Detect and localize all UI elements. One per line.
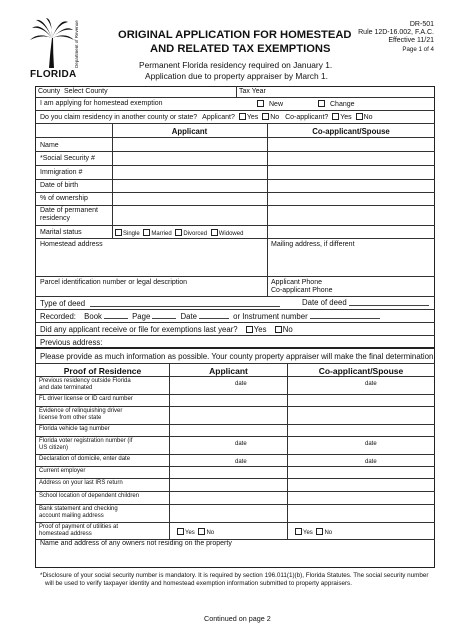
date-label: date: [365, 381, 377, 387]
proof-coapplicant-field-7[interactable]: [288, 479, 434, 491]
applicant-yes-label: Yes: [246, 114, 259, 121]
proof-label-6: [39, 468, 167, 475]
applicant-dob-field[interactable]: [113, 180, 266, 191]
coapplicant-ownership-field[interactable]: [268, 193, 434, 204]
disclosure-line2: will be used to verify taxpayer identity and homestead exemption information submitted to property appraisers.: [45, 580, 352, 587]
subtitle-deadline: Application due to property appraiser by March 1.: [145, 71, 328, 81]
utilities-no-label: No: [324, 530, 333, 536]
book-field[interactable]: [104, 312, 128, 319]
coapplicant-dob-field[interactable]: [268, 180, 434, 191]
proof-label-3: [39, 426, 167, 433]
proof-coapplicant-field-4[interactable]: [288, 437, 434, 454]
proof-applicant-field-8[interactable]: [170, 492, 286, 504]
applicant-phone-label: Applicant Phone: [271, 279, 322, 286]
change-option: [316, 100, 355, 109]
form-number: DR-501: [409, 21, 434, 28]
coapplicant-q-label: Co-applicant?: [285, 114, 329, 121]
proof-coapplicant-field-0[interactable]: [288, 377, 434, 394]
coapplicant-yes-label: Yes: [340, 114, 352, 121]
mailing-address-label: Mailing address, if different: [271, 241, 355, 248]
proof-coapplicant-field-2[interactable]: [288, 407, 434, 424]
continued-text: Continued on page 2: [204, 614, 271, 623]
parcel-label: Parcel identification number or legal description: [40, 279, 188, 286]
proof-coapplicant-field-1[interactable]: [288, 395, 434, 406]
logo-text: FLORIDA: [30, 69, 77, 80]
utilities-yes-label: Yes: [303, 530, 313, 536]
married-checkbox[interactable]: [143, 229, 150, 236]
proof-coapplicant-field-9[interactable]: [288, 505, 434, 522]
coapplicant-ssn-field[interactable]: [268, 152, 434, 164]
instrument-field[interactable]: [310, 312, 380, 319]
proof-label-10: [39, 524, 167, 538]
proof-label-line1: Address on your last IRS return: [39, 480, 123, 486]
coapplicant-immigration-field[interactable]: [268, 166, 434, 178]
date-perm-label-1: Date of permanent: [40, 207, 98, 214]
utilities-yes-label: Yes: [185, 530, 195, 536]
proof-label-line1: School location of dependent children: [39, 493, 140, 499]
married-label: Married: [151, 231, 172, 237]
applicant-yes-checkbox[interactable]: [239, 113, 246, 120]
change-checkbox[interactable]: [318, 100, 325, 107]
applicant-ownership-field[interactable]: [113, 193, 266, 204]
proof-coapplicant-field-10[interactable]: [288, 523, 434, 539]
coapplicant-no-checkbox[interactable]: [356, 113, 363, 120]
new-label: New: [269, 101, 284, 108]
homestead-address-label: Homestead address: [40, 241, 103, 248]
residency-question: Do you claim residency in another county or state?: [40, 114, 198, 121]
disclosure-line1: *Disclosure of your social security number is mandatory. It is required by section 196.011(1)(b), Florida Statutes. The social security number: [40, 572, 429, 579]
proof-label-line1: Declaration of domicile, enter date: [39, 456, 131, 462]
applicant-header: Applicant: [171, 127, 208, 136]
applicant-no-label: No: [270, 114, 280, 121]
divorced-checkbox[interactable]: [175, 229, 182, 236]
date-label: date: [235, 459, 247, 465]
proof-label-line2: account mailing address: [39, 513, 104, 519]
previous-address-label: Previous address:: [40, 338, 103, 347]
type-of-deed-field[interactable]: [90, 306, 280, 307]
proof-applicant-field-9[interactable]: [170, 505, 286, 522]
last-year-no-label: No: [282, 325, 293, 334]
marital-options: [113, 229, 243, 238]
recorded-date-label: Date: [180, 312, 197, 321]
proof-label-9: [39, 506, 167, 520]
date-label: date: [365, 441, 377, 447]
proof-label-line1: Evidence of relinquishing driver: [39, 408, 123, 414]
coapplicant-header: Co-applicant/Spouse: [312, 127, 390, 136]
proof-header: Proof of Residence: [63, 366, 142, 376]
proof-label-line2: US citizen): [39, 445, 69, 451]
proof-label-line2: and date terminated: [39, 385, 93, 391]
date-label: date: [365, 459, 377, 465]
proof-label-line2: license from other state: [39, 415, 102, 421]
proof-applicant-field-2[interactable]: [170, 407, 286, 424]
recorded-row: [40, 312, 380, 321]
utilities-no-label: No: [206, 530, 215, 536]
proof-applicant-field-6[interactable]: [170, 467, 286, 478]
type-of-deed-label: Type of deed: [40, 299, 86, 308]
proof-applicant-field-4[interactable]: [170, 437, 286, 454]
proof-label-line2: homestead address: [39, 531, 92, 537]
proof-coapplicant-field-5[interactable]: [288, 455, 434, 466]
proof-applicant-field-3[interactable]: [170, 425, 286, 436]
proof-label-line1: FL driver license or ID card number: [39, 396, 133, 402]
proof-label-4: [39, 438, 167, 452]
proof-applicant-field-5[interactable]: [170, 455, 286, 466]
proof-label-line1: Florida vehicle tag number: [39, 426, 110, 432]
applicant-no-checkbox[interactable]: [262, 113, 269, 120]
widowed-checkbox[interactable]: [211, 229, 218, 236]
mailing-address-field[interactable]: [268, 250, 434, 274]
widowed-label: Widowed: [218, 231, 244, 237]
previous-address-field[interactable]: [110, 337, 430, 347]
page-number: Page 1 of 4: [402, 46, 434, 53]
logo-side-text: Department of Revenue: [74, 20, 79, 68]
applicant-ssn-field[interactable]: [113, 152, 266, 164]
palm-tree-icon: [30, 18, 74, 68]
new-checkbox[interactable]: [257, 100, 264, 107]
coapplicant-phone-label: Co-applicant Phone: [271, 287, 333, 294]
coapplicant-no-label: No: [363, 114, 373, 121]
proof-label-line1: Previous residency outside Florida: [39, 378, 131, 384]
homestead-address-field[interactable]: [36, 250, 266, 274]
last-year-row: [40, 325, 293, 334]
date-label: date: [235, 441, 247, 447]
tax-year-field[interactable]: [276, 87, 434, 96]
book-label: Book: [84, 312, 102, 321]
ownership-label: % of ownership: [40, 195, 88, 202]
proof-applicant-field-0[interactable]: [170, 377, 286, 394]
single-label: Single: [123, 231, 140, 237]
coapplicant-yes-checkbox[interactable]: [332, 113, 339, 120]
tax-year-label: Tax Year: [239, 88, 266, 95]
proof-applicant-field-7[interactable]: [170, 479, 286, 491]
divorced-label: Divorced: [183, 231, 208, 237]
page-label: Page: [132, 312, 151, 321]
ssn-label: *Social Security #: [40, 155, 95, 162]
applicant-perm-date-field[interactable]: [113, 206, 266, 224]
coapplicant-perm-date-field[interactable]: [268, 206, 434, 224]
please-text: Please provide as much information as possible. Your county property appraiser will make the final determination.: [40, 352, 436, 361]
last-year-yes-checkbox[interactable]: [246, 326, 253, 333]
dob-label: Date of birth: [40, 182, 79, 189]
name-label: Name: [40, 142, 59, 149]
last-year-question: Did any applicant receive or file for exemptions last year?: [40, 325, 238, 334]
single-checkbox[interactable]: [115, 229, 122, 236]
applicant-name-field[interactable]: [113, 138, 266, 150]
proof-label-line1: Proof of payment of utilities at: [39, 524, 119, 530]
parcel-field[interactable]: [36, 287, 266, 295]
date-of-deed-label: Date of deed: [302, 298, 347, 307]
proof-coapplicant-field-3[interactable]: [288, 425, 434, 436]
owners-not-residing-field[interactable]: [36, 548, 434, 567]
proof-applicant-field-1[interactable]: [170, 395, 286, 406]
proof-coapplicant-field-6[interactable]: [288, 467, 434, 478]
immigration-label: Immigration #: [40, 169, 83, 176]
form-effective: Effective 11/21: [388, 37, 434, 44]
owners-not-residing-label: Name and address of any owners not residing on the property: [40, 540, 232, 547]
applying-label: I am applying for homestead exemption: [40, 100, 163, 107]
county-select[interactable]: Select County: [64, 88, 108, 95]
date-of-deed-field[interactable]: [349, 305, 429, 306]
proof-label-8: [39, 493, 167, 500]
county-label: County: [38, 88, 61, 95]
proof-label-line1: Bank statement and checking: [39, 506, 118, 512]
residency-question-row: [40, 113, 373, 122]
proof-label-line1: Florida voter registration number (if: [39, 438, 133, 444]
form-title-line1: ORIGINAL APPLICATION FOR HOMESTEAD: [118, 29, 352, 41]
last-year-no-checkbox[interactable]: [275, 326, 282, 333]
form-title-line2: AND RELATED TAX EXEMPTIONS: [150, 43, 331, 55]
coapplicant-name-field[interactable]: [268, 138, 434, 150]
proof-coapplicant-header: Co-applicant/Spouse: [318, 366, 404, 376]
date-label: date: [235, 381, 247, 387]
proof-applicant-field-10[interactable]: [170, 523, 286, 539]
form-rule: Rule 12D-16.002, F.A.C.: [358, 29, 434, 36]
proof-label-5: [39, 456, 167, 463]
proof-applicant-header: Applicant: [209, 366, 248, 376]
recorded-label: Recorded:: [40, 312, 76, 321]
proof-label-7: [39, 480, 167, 487]
proof-coapplicant-field-8[interactable]: [288, 492, 434, 504]
applicant-q-label: Applicant?: [202, 114, 235, 121]
proof-label-2: [39, 408, 167, 422]
page-field[interactable]: [152, 312, 176, 319]
new-option: [255, 100, 283, 109]
proof-label-line1: Current employer: [39, 468, 86, 474]
marital-label: Marital status: [40, 229, 82, 236]
instrument-label: or Instrument number: [233, 312, 308, 321]
subtitle-residency: Permanent Florida residency required on January 1.: [139, 60, 333, 70]
last-year-yes-label: Yes: [253, 325, 267, 334]
proof-label-0: [39, 378, 167, 392]
proof-label-1: [39, 396, 167, 403]
date-perm-label-2: residency: [40, 215, 70, 222]
change-label: Change: [330, 101, 355, 108]
florida-logo: [30, 18, 80, 80]
applicant-immigration-field[interactable]: [113, 166, 266, 178]
recorded-date-field[interactable]: [199, 312, 229, 319]
